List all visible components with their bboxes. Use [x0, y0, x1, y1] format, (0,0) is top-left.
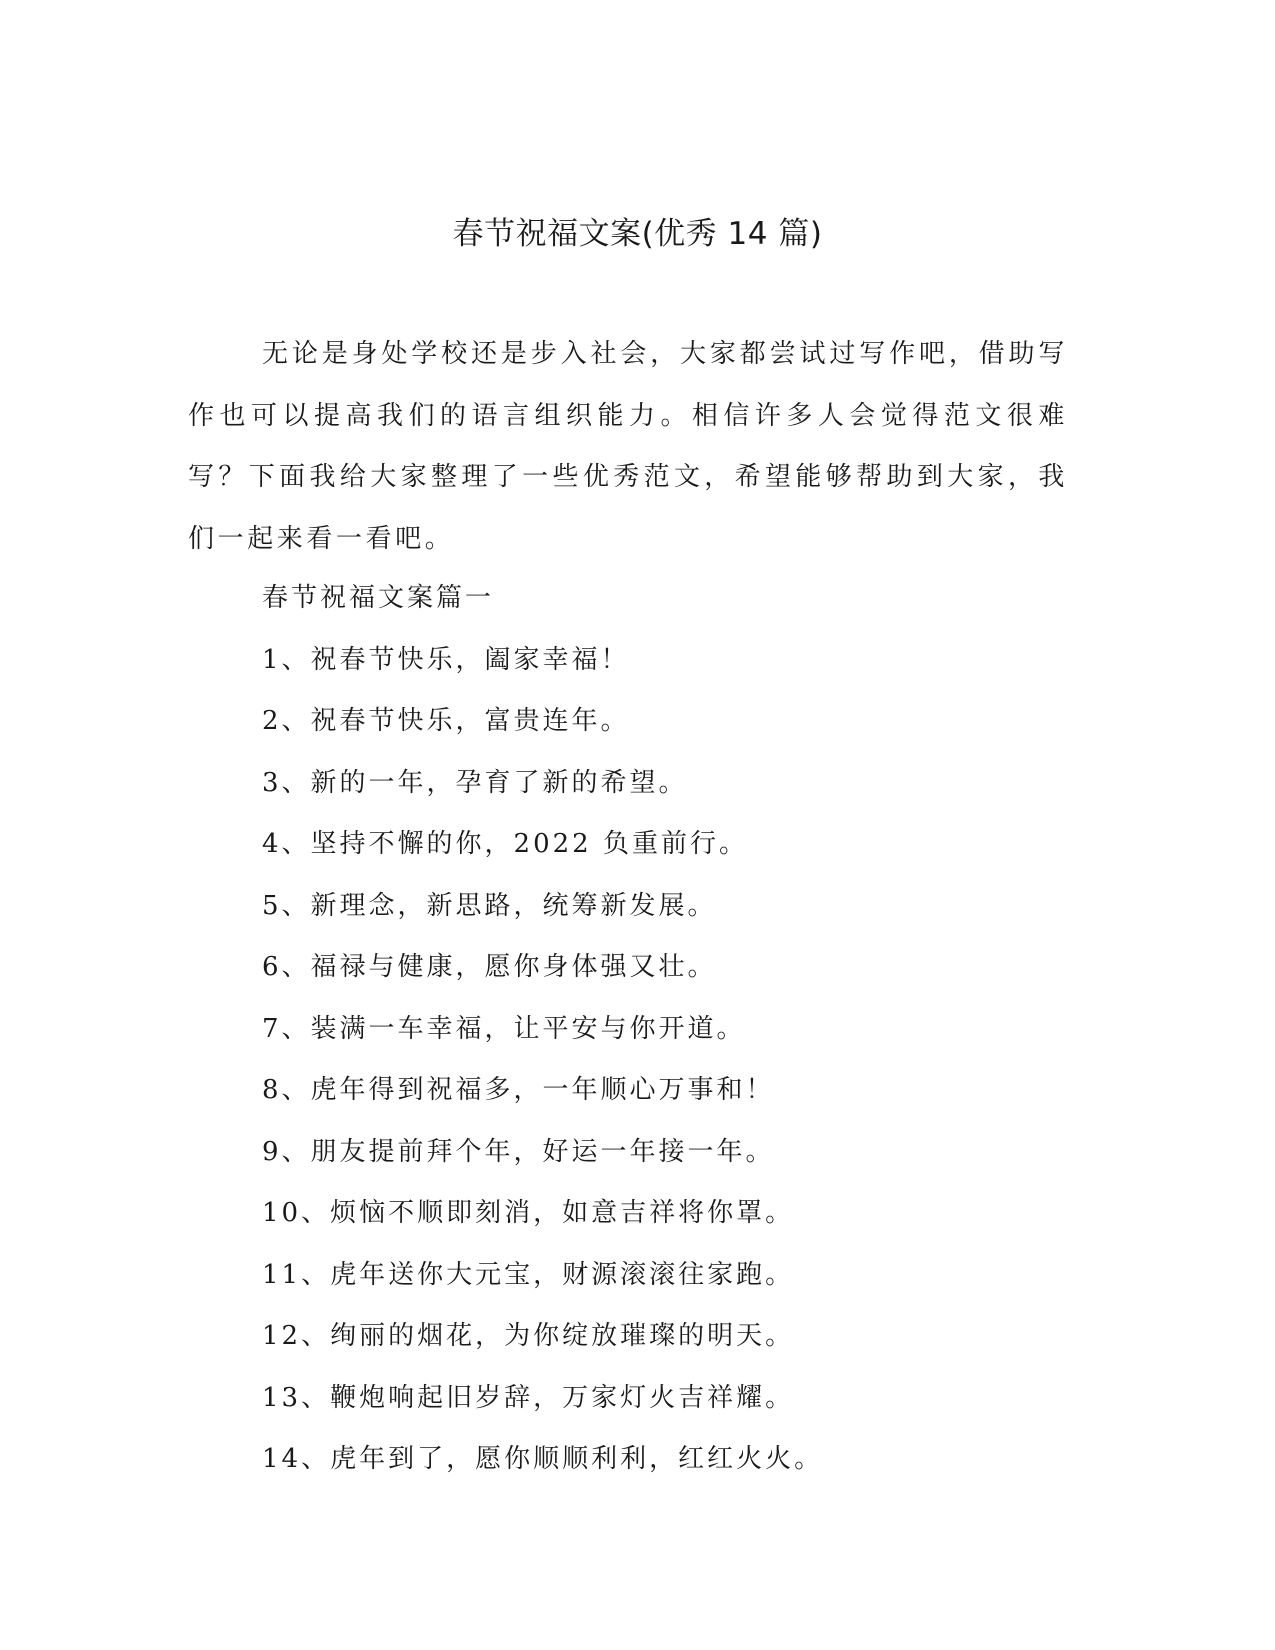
list-item: 11、虎年送你大元宝，财源滚滚往家跑。	[262, 1259, 795, 1290]
intro-paragraph: 无论是身处学校还是步入社会，大家都尝试过写作吧，借助写作也可以提高我们的语言组织能力。相信许多人会觉得范文很难写？下面我给大家整理了一些优秀范文，希望能够帮助到大家，我们一起来看一看吧。	[188, 339, 1068, 554]
list-item: 2、祝春节快乐，富贵连年。	[262, 706, 630, 736]
list-item: 6、福禄与健康，愿你身体强又壮。	[262, 952, 717, 982]
list-item: 3、新的一年，孕育了新的希望。	[262, 767, 688, 798]
list-item: 4、坚持不懈的你，2022 负重前行。	[262, 829, 748, 859]
section-heading: 春节祝福文案篇一	[262, 583, 495, 613]
list-item: 14、虎年到了，愿你顺顺利利，红红火火。	[262, 1444, 824, 1474]
list-item: 7、装满一车幸福，让平安与你开道。	[262, 1013, 746, 1044]
list-item: 8、虎年得到祝福多，一年顺心万事和！	[262, 1075, 775, 1105]
list-item: 12、绚丽的烟花，为你绽放璀璨的明天。	[262, 1321, 795, 1351]
list-item: 10、烦恼不顺即刻消，如意吉祥将你罩。	[262, 1198, 795, 1228]
greeting-list	[262, 568, 1082, 1491]
list-item: 1、祝春节快乐，阖家幸福！	[262, 644, 630, 675]
list-item: 9、朋友提前拜个年，好运一年接一年。	[262, 1136, 775, 1167]
list-item: 5、新理念，新思路，统筹新发展。	[262, 890, 717, 921]
document-title: 春节祝福文案(优秀 14 篇)	[452, 216, 823, 252]
list-item: 13、鞭炮响起旧岁辞，万家灯火吉祥耀。	[262, 1382, 795, 1413]
